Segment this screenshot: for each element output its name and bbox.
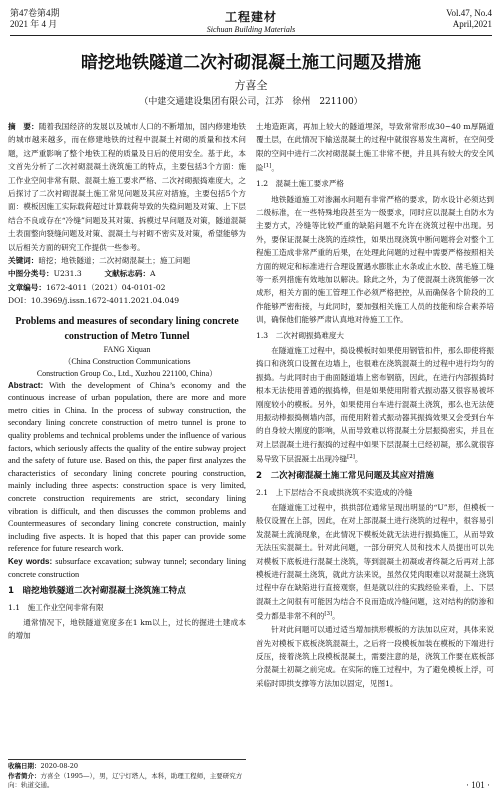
paragraph-1-1-start: 通常情况下，地铁隧道宽度多在1 km以上，过长的掘进土建成本的增加 (8, 618, 246, 641)
english-title: Problems and measures of secondary lining concrete construction of Metro Tunnel (15, 315, 239, 342)
subsection-1-1-heading: 1.1 施工作业空间非常有限 (8, 602, 104, 612)
journal-logo: 工程建材 (224, 10, 277, 24)
volume-issue-en: Vol.47, No.4 (446, 8, 492, 18)
doc-code-label: 文献标志码： (104, 269, 151, 279)
article-number-value: 1672-4011（2021）04-0101-02 (45, 282, 166, 292)
section-2-heading: 2 二次衬砌混凝土施工常见问题及其应对措施 (256, 471, 434, 482)
article-number-label: 文章编号： (8, 282, 46, 292)
left-column (8, 120, 246, 643)
keywords-label: 关键词： (8, 256, 39, 266)
classification-line (8, 267, 246, 280)
section-1-heading: 1 暗挖地铁隧道二次衬砌混凝土浇筑施工特点 (8, 586, 186, 597)
publication-date-en: April,2021 (452, 19, 492, 29)
paragraph-1-3-text: 在隧道施工过程中，捣设模板时如果使用钢管扣件，那么即使将振捣口和浇筑口设置在边墙上，也很难在浇筑混凝土的过程中进行均匀的振捣。与此同时由于曲面隧道墙上密布钢筋，因此，在进行内部振捣时根本无法使用普通的振捣棒，但是如果使用附着式振动器又很容易被坏刚度较小的模板。另外，如果使用台车进行混凝土浇筑，那么也无法使用振动棒振捣侧墙内部，而使用附着式振动器其振捣效果又会受到台车的自身较大刚度的影响，从而导致难以将混凝土分层振捣密实，并且在对上层混凝土进行振捣的过程中如果下层混凝土已经初凝，那么就很容易导致下层混凝土出现冷缝 (256, 346, 494, 464)
volume-issue: 第47卷第4期 (10, 8, 60, 18)
citation-3: [3] (324, 611, 333, 618)
citation-2: [2] (347, 454, 355, 461)
clc-label: 中图分类号： (8, 269, 54, 279)
author-affiliation: （中建交通建设集团有限公司，江苏 徐州 221100） (139, 97, 363, 107)
header-rule (10, 35, 492, 36)
citation-1: [1] (263, 163, 272, 170)
doi-label: DOI： (8, 296, 31, 306)
english-abstract (8, 380, 246, 556)
bio-label: 作者简介： (8, 771, 41, 780)
journal-name-en: Sichuan Building Materials (206, 25, 296, 34)
english-author: FANG Xiquan (103, 344, 151, 354)
abstract-label: 摘 要： (8, 122, 39, 131)
paragraph-1-2: 地铁隧道施工对渗漏水问题有非常严格的要求，防水设计必须达到二级标准，在一些特殊地段甚至为一级要求，同时应以混凝土自防水为主要方式，冷缝等比较严重的缺陷问题不允许在浇筑过程中出现。另外，要保证混凝土浇筑的连续性，如果出现浇筑中断问题将会对整个工程施工造成非常严重的后果，在处理此问题的过程中需要严格按照相关方面的规定和标准进行合理设置遇水膨胀止水条或止水胶、凿毛施工缝等一系列措施有效地加以解决。除此之外，为了使混凝土浇筑能够一次成形，相关方面的施工管理工作必须严格把控，从而确保各个阶段的工作能够严密衔接，与此同时，要加强相关施工人员的技能和综合素养培训，确保他们能够严肃认真地对待施工工作。 (256, 194, 494, 325)
paragraph-1-3: 在隧道施工过程中，捣设模板时如果使用钢管扣件，那么即使将振捣口和浇筑口设置在边墙上，也很难在浇筑混凝土的过程中进行均匀的振捣。与此同时由于曲面隧道墙上密布钢筋，因此，在进行内部振捣时根本无法使用普通的振捣棒，但是如果使用附着式振动器又很容易被坏刚度较小的模板。另外，如果使用台车进行混凝土浇筑，那么也无法使用振动棒振捣侧墙内部，而使用附着式振动器其振捣效果又会受到台车的自身较大刚度的影响，从而导致难以将混凝土分层振捣密实，并且在对上层混凝土进行振捣的过程中如果下层混凝土已经初凝，那么就很容易导致下层混凝土出现冷缝[2]。 (256, 346, 494, 464)
received-label: 收稿日期： (8, 762, 41, 770)
clc-value: U231.3 (53, 269, 82, 279)
english-keywords-text: subsurface excavation; subway tunnel; secondary lining concrete construction (8, 557, 246, 579)
english-keywords (8, 556, 246, 581)
doi-line (8, 294, 246, 307)
abstract-text: 随着我国经济的发展以及城市人口的不断增加，国内修建地铁的城市越来越多，而在修建地铁的过程中混凝土衬砌的质量和技术问题，这严重影响了整个地铁工程的质量及日后的使用安全。基于此，本文首先分析了二次衬砌混凝土浇筑施工的特点，主要包括3个方面：施工作业空间非常有限、混凝土施工要求严格、二次衬砌振捣难度大，之后探讨了二次衬砌混凝土施工常见问题及其应对措施，主要包括5个方面：模板因施工实际载荷超过计算载荷导致的失稳问题及对策、上下层结合不良或存在“冷缝”问题及其对策、拆模过早问题及对策，隧道混凝土表面整向裂缝问题及对策、混凝土与衬砌不密实及对策，希望能够为以后相关方面的研究工作提供一些参考。 (8, 122, 247, 252)
received-value: 2020-08-20 (40, 762, 78, 770)
paragraph-2-1a: 在隧道施工过程中，拱拱部位通常呈现出明显的“U”形，但模板一般仅设置在上部，因此，在对上部混凝土进行浇筑的过程中，很容易引发混凝土流淌现象，在此情况下模板处就无法进行振捣施工，从而导致无法压实混凝土。针对此问题，一部分研究人员和技术人员提出可以先对模板下底板进行混凝土浇筑，等到混凝土初凝或者终凝之后再对上部模板进行混凝土浇筑，就此方法来说，虽然仅凭肉眼难以对混凝土浇筑过程中存在缺陷进行直接观察，但是就以往的实践经验来看，上、下层混凝土之间很有可能因为结合不良而造成冷缝问题，这对结构的防渗和受力都是非常不利的[3]。 (256, 503, 494, 621)
subsection-1-2-heading: 1.2 混凝土施工要求严格 (256, 179, 345, 189)
author-name: 方喜全 (234, 79, 268, 92)
running-header (10, 8, 492, 36)
paragraph-1-1-text: 土地造距离，再加上较大的隧道埋深，导致常常形成30~40 m厚隔道覆土层，在此情况下输送混凝土的过程中就很容易发生离析，在空间受限的空间中进行二次衬砌混凝土施工非常不便，并且具有较大的安全风险 (256, 122, 494, 173)
doc-code-value: A (150, 269, 156, 279)
author-bio (8, 772, 246, 791)
english-keywords-label: Key words: (8, 557, 53, 566)
right-column (256, 120, 494, 690)
english-affiliation-1: （China Construction Communications (63, 356, 191, 366)
article-title: 暗挖地铁隧道二次衬砌混凝土施工问题及措施 (81, 53, 421, 73)
paragraph-1-1-cont: 土地造距离，再加上较大的隧道埋深，导致常常形成30~40 m厚隔道覆土层，在此情况下输送混凝土的过程中就很容易发生离析，在空间受限的空间中进行二次衬砌混凝土施工非常不便，并且具有较大的安全风险[1]。 (256, 122, 494, 173)
keywords-text: 暗挖；地铁隧道；二次衬砌混凝土；施工问题 (38, 256, 191, 266)
paragraph-2-1a-text: 在隧道施工过程中，拱拱部位通常呈现出明显的“U”形，但模板一般仅设置在上部，因此，在对上部混凝土进行浇筑的过程中，很容易引发混凝土流淌现象，在此情况下模板处就无法进行振捣施工，从而导致无法压实混凝土。针对此问题，一部分研究人员和技术人员提出可以先对模板下底板进行混凝土浇筑，等到混凝土初凝或者终凝之后再对上部模板进行混凝土浇筑，就此方法来说，虽然仅凭肉眼难以对混凝土浇筑过程中存在缺陷进行直接观察，但是就以往的实践经验来看，上、下层混凝土之间很有可能因为结合不良而造成冷缝问题，这对结构的防渗和受力都是非常不利的 (256, 503, 494, 621)
journal-masthead (10, 8, 492, 34)
publication-date: 2021 年 4 月 (10, 19, 58, 29)
bio-text: 方喜全（1995—），男，辽宁灯塔人，本科，助理工程师，主要研究方向：轨道交通。 (8, 771, 243, 789)
header-right (446, 8, 492, 30)
english-abstract-text: With the development of China’s economy and the continuous increase of urban population, there are more and more metro cities in China. In the process of subway construction, the secondary lining concrete construction of metro tunnel is prone to quality problems and technical problems under the influence of various factors, which seriously affects the quality of the entire subway project and the safety of future use. Based on this, the paper first analyzes the characteristics of secondary lining concrete pouring construction, mainly including three aspects: construction space is very limited, concrete construction requirements are strict, secondary lining vibration is difficult, and then discusses the common problems and Countermeasures of secondary lining concrete construction, mainly including five aspects. It is hoped that this paper can provide some reference for future research work. (8, 380, 246, 554)
doi-value: 10.3969/j.issn.1672-4011.2021.04.049 (30, 296, 180, 306)
article-number-line (8, 281, 246, 294)
english-affiliation-2: Construction Group Co., Ltd., Xuzhou 221100, China） (36, 368, 218, 378)
page-number: · 101 · (466, 780, 490, 790)
abstract-cn (8, 120, 246, 254)
footnote (8, 759, 246, 791)
subsection-2-1-heading: 2.1 上下层结合不良或拱浇筑不实造成的冷缝 (256, 487, 413, 497)
english-abstract-label: Abstract: (8, 380, 44, 390)
received-date (8, 762, 246, 772)
subsection-1-3-heading: 1.3 二次衬砌振捣难度大 (256, 330, 345, 340)
paragraph-2-1b: 针对此问题可以通过适当增加拱形模板的方法加以应对，具体来说首先对模板下底板浇筑混凝土，之后将一段模板加装在模板的下端进行反压，接着浇筑上段模板混凝土，需要注意的是，浇筑工作要在底板部分混凝土初凝之前完成。在实际的施工过程中，为了避免模板上浮，可采临时即拱支撑等方法加以固定，见图1。 (256, 625, 494, 688)
keywords-cn (8, 254, 246, 267)
